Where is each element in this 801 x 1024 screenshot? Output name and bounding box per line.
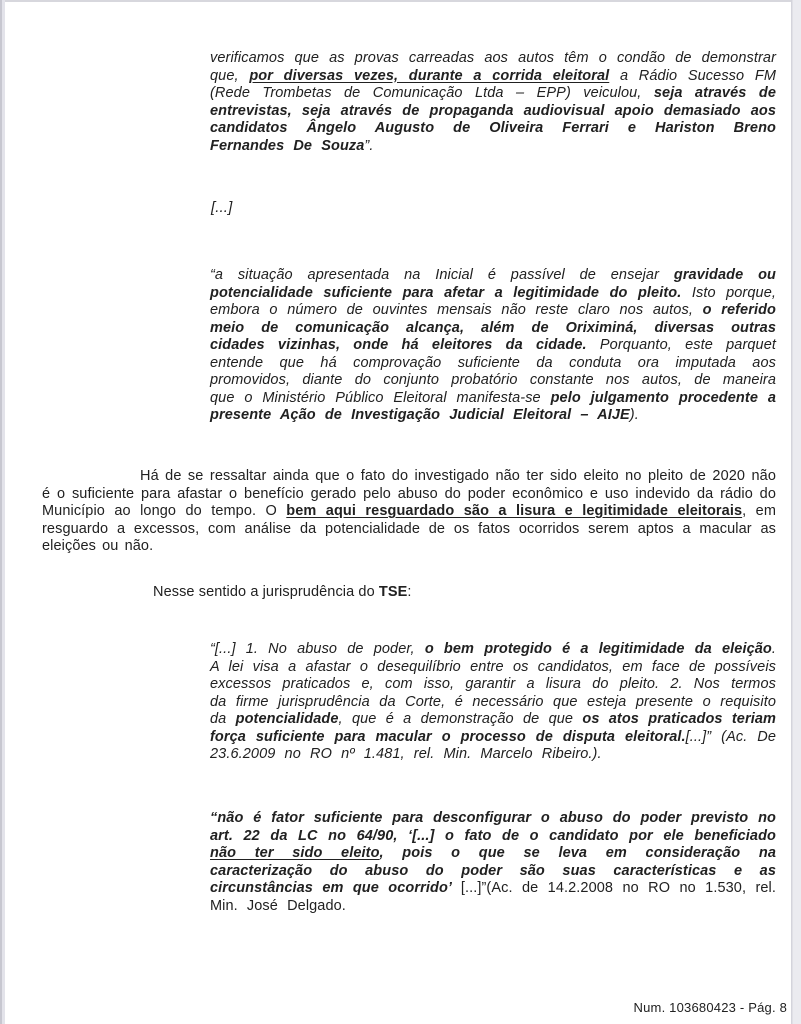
text-run-bold: “não é fator suficiente para desconfigurar o abuso do poder previsto no art. 22 da LC no 64/90, ‘[...] o fato de o candidato por ele beneficiado <box>210 810 776 844</box>
text-run-bold: o referido meio de comunicação alcança, além de Oriximiná, diversas outras cidades vizinhas, onde há eleitores da cidade. <box>210 302 777 353</box>
quote-tse-ro-1481 <box>210 641 776 764</box>
text-run-bold-underline: não ter sido eleito <box>210 845 380 861</box>
text-run: ). <box>629 407 639 423</box>
text-run: [...]”(Ac. de 14.2.2008 no RO no 1.530, rel. Min. José Delgado. <box>210 880 776 914</box>
text-run: Porquanto, este parquet entende que há comprovação suficiente da conduta ora imputada aos promovidos, diante do conjunto probatório constante nos autos, de maneira que o Ministério Público Eleitoral manifesta-se <box>210 337 776 406</box>
text-run: , que é a demonstração de que <box>338 711 583 727</box>
heading-tse-jurisprudence <box>153 584 412 602</box>
text-run: “a situação apresentada na Inicial é passível de ensejar <box>210 267 674 283</box>
ellipsis-marker: [...] <box>211 199 233 216</box>
text-run-bold: gravidade ou potencialidade suficiente para afetar a legitimidade do pleito. <box>210 267 776 301</box>
page-number-footer: Num. 103680423 - Pág. 8 <box>633 1000 787 1015</box>
page-edge-right <box>791 0 801 1024</box>
quote-mp-manifestation <box>210 267 776 425</box>
text-run-bold: pelo julgamento procedente a presente Ação de Investigação Judicial Eleitoral – AIJE <box>210 389 776 423</box>
quote-radio-evidence <box>210 50 776 155</box>
page-edge-top <box>0 0 801 2</box>
quote-tse-ro-1530 <box>210 810 776 915</box>
text-run: ”. <box>364 137 374 154</box>
text-run: Nesse sentido a jurisprudência do <box>153 584 379 600</box>
text-run-bold: TSE <box>378 584 408 600</box>
text-run-bold-underline: bem aqui resguardado são a lisura e legitimidade eleitorais <box>286 503 743 519</box>
text-run: Há de se ressaltar ainda que o fato do investigado não ter sido eleito no pleito de 2020 não é o suficiente para afastar o benefício gerado pelo abuso do poder econômico e uso indevido da rádio do Município ao longo do tempo. O <box>42 468 776 519</box>
text-run-bold: potencialidade <box>235 711 339 727</box>
paragraph-analysis <box>42 468 776 556</box>
text-run-bold: o bem protegido é a legitimidade da eleição <box>424 641 772 657</box>
text-run: Isto porque, embora o número de ouvintes mensais não reste claro nos autos, <box>210 284 776 318</box>
page-edge-left <box>0 0 5 1024</box>
text-run: , em resguardo a excessos, com análise da potencialidade de os fatos ocorridos serem aptos a macular as eleições ou não. <box>42 503 776 554</box>
text-run-bold: , pois o que se leva em consideração na caracterização do abuso do poder são suas características e as circunstâncias em que ocorrido’ <box>210 845 776 896</box>
text-run: : <box>407 584 412 600</box>
text-run: a Rádio Sucesso FM (Rede Trombetas de Comunicação Ltda – EPP) veiculou, <box>210 67 777 101</box>
text-run: . A lei visa a afastar o desequilíbrio entre os candidatos, em face de possíveis excessos praticados e, com isso, garantir a lisura do pleito. 2. Nos termos da firme jurisprudência da Corte, é necessário que esteja presente o requisito da <box>210 641 777 727</box>
text-run-bold: os atos praticados teriam força suficiente para macular o processo de disputa eleitoral. <box>210 711 776 745</box>
text-run-bold-underline: por diversas vezes, durante a corrida eleitoral <box>249 67 610 84</box>
text-run: “[...] 1. No abuso de poder, <box>210 641 425 657</box>
text-run-bold: seja através de entrevistas, seja através de propaganda audiovisual apoio demasiado aos candidatos Ângelo Augusto de Oliveira Ferrari e Hariston Breno Fernandes De Souza <box>210 85 776 154</box>
text-run: [...]” (Ac. De 23.6.2009 no RO nº 1.481, rel. Min. Marcelo Ribeiro.). <box>210 728 776 762</box>
text-run: verificamos que as provas carreadas aos autos têm o condão de demonstrar que, <box>210 50 776 84</box>
